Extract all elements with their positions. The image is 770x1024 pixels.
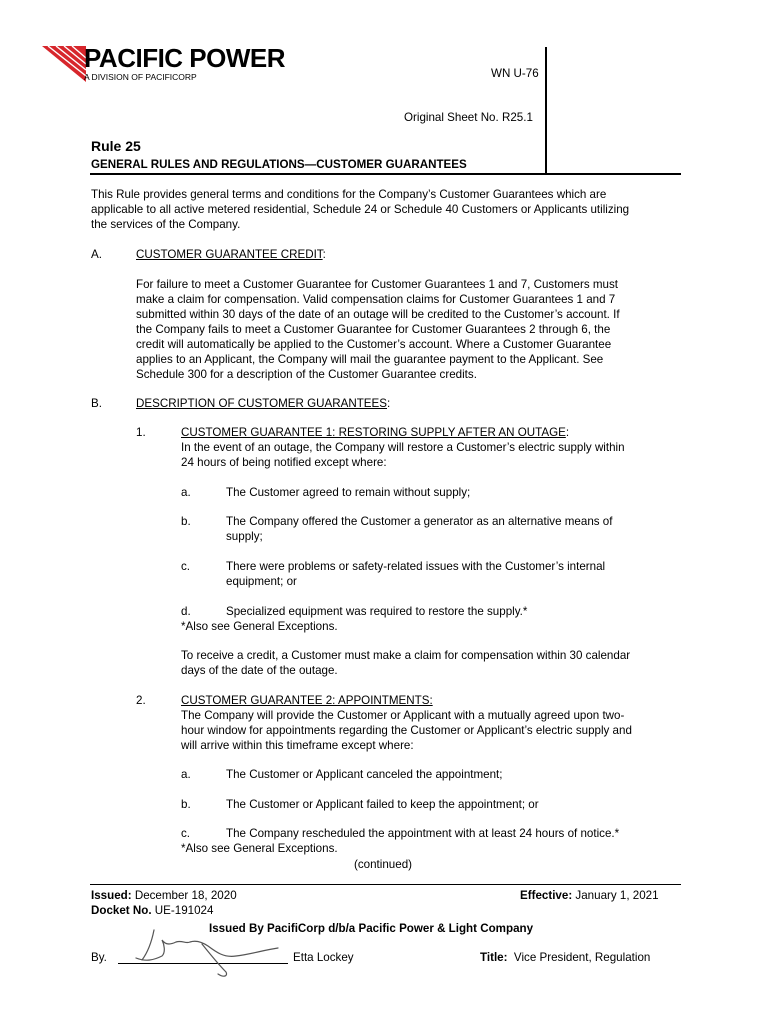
effective-date: Effective: January 1, 2021 (520, 889, 659, 902)
guarantee-2-a-letter: a. (181, 768, 191, 781)
logo-wordmark: PACIFIC POWER (84, 43, 286, 73)
logo-subtext: A DIVISION OF PACIFICORP (84, 72, 197, 82)
footer-rule (90, 884, 681, 885)
intro-paragraph: This Rule provides general terms and conditions for the Company’s Customer Guarantees which are applicable to all active metered residential, Schedule 24 or Schedule 40 Customers or Applicants utilizing the services of the Company. (91, 188, 630, 231)
guarantee-1-d-text: Specialized equipment was required to restore the supply.* (226, 605, 528, 618)
rule-subtitle: GENERAL RULES AND REGULATIONS—CUSTOMER GUARANTEES (91, 158, 467, 171)
guarantee-2-a-text: The Customer or Applicant canceled the appointment; (226, 768, 503, 781)
guarantee-1-claim-note: To receive a credit, a Customer must make a claim for compensation within 30 calendar days of the date of the outage. (181, 649, 631, 677)
signer-title: Title: Vice President, Regulation (480, 951, 651, 964)
guarantee-2-b-letter: b. (181, 798, 191, 811)
sheet-number: Original Sheet No. R25.1 (404, 111, 533, 124)
guarantee-2-body: The Company will provide the Customer or Applicant with a mutually agreed upon two- hour window for appointments regarding the Customer or Applicant’s electric supply and will arrive within this timeframe except where: (181, 709, 632, 752)
section-a-heading: CUSTOMER GUARANTEE CREDIT: (136, 248, 326, 261)
guarantee-1-c-text: There were problems or safety-related issues with the Customer’s internal equipment; or (226, 560, 606, 588)
guarantee-1-heading: CUSTOMER GUARANTEE 1: RESTORING SUPPLY AFTER AN OUTAGE: (181, 426, 570, 439)
logo-mark-icon (42, 46, 86, 82)
rule-title: Rule 25 (91, 138, 141, 154)
guarantee-1-a-text: The Customer agreed to remain without supply; (226, 486, 471, 499)
guarantee-1-d-letter: d. (181, 605, 191, 618)
guarantee-1-exceptions-note: *Also see General Exceptions. (181, 620, 338, 633)
handwritten-signature (132, 922, 282, 980)
guarantee-2-exceptions-note: *Also see General Exceptions. (181, 842, 338, 855)
guarantee-1-a-letter: a. (181, 486, 191, 499)
guarantee-1-c-letter: c. (181, 560, 191, 573)
docket-number: Docket No. UE-191024 (91, 904, 214, 917)
section-b-letter: B. (91, 397, 102, 410)
tariff-number: WN U-76 (491, 67, 539, 80)
guarantee-2-b-text: The Customer or Applicant failed to keep the appointment; or (226, 798, 539, 811)
issued-by-line: Issued By PacifiCorp d/b/a Pacific Power & Light Company (209, 922, 534, 935)
by-label: By. (91, 951, 107, 964)
title-rule (90, 173, 681, 175)
guarantee-1-b-letter: b. (181, 515, 191, 528)
section-b-heading: DESCRIPTION OF CUSTOMER GUARANTEES: (136, 397, 391, 410)
guarantee-1-b-text: The Company offered the Customer a generator as an alternative means of supply; (226, 515, 613, 543)
continued-label: (continued) (354, 858, 413, 871)
company-logo (42, 43, 302, 86)
guarantee-2-heading: CUSTOMER GUARANTEE 2: APPOINTMENTS: (181, 694, 433, 707)
section-a-body: For failure to meet a Customer Guarantee for Customer Guarantees 1 and 7, Customers must make a claim for compensation. Valid compensation claims for Customer Guarantees 1 and 7 submitted within 30 days of the date of an outage will be credited to the Customer’s account. If the Company fails to meet a Customer Guarantee for Customer Guarantees 2 through 6, the credit will automatically be applied to the Customer’s account. Where a Customer Guarantee applies to an Applicant, the Company will mail the guarantee payment to the Applicant. See Schedule 300 for a description of the Customer Guarantee credits. (136, 278, 620, 381)
guarantee-2-c-text: The Company rescheduled the appointment with at least 24 hours of notice.* (226, 827, 620, 840)
header-vertical-rule (545, 47, 547, 173)
guarantee-2-c-letter: c. (181, 827, 191, 840)
guarantee-1-number: 1. (136, 426, 146, 439)
guarantee-1-body: In the event of an outage, the Company will restore a Customer’s electric supply within 24 hours of being notified except where: (181, 441, 625, 469)
issued-date: Issued: December 18, 2020 (91, 889, 237, 902)
guarantee-2-number: 2. (136, 694, 146, 707)
section-a-letter: A. (91, 248, 102, 261)
signer-name: Etta Lockey (293, 951, 354, 964)
